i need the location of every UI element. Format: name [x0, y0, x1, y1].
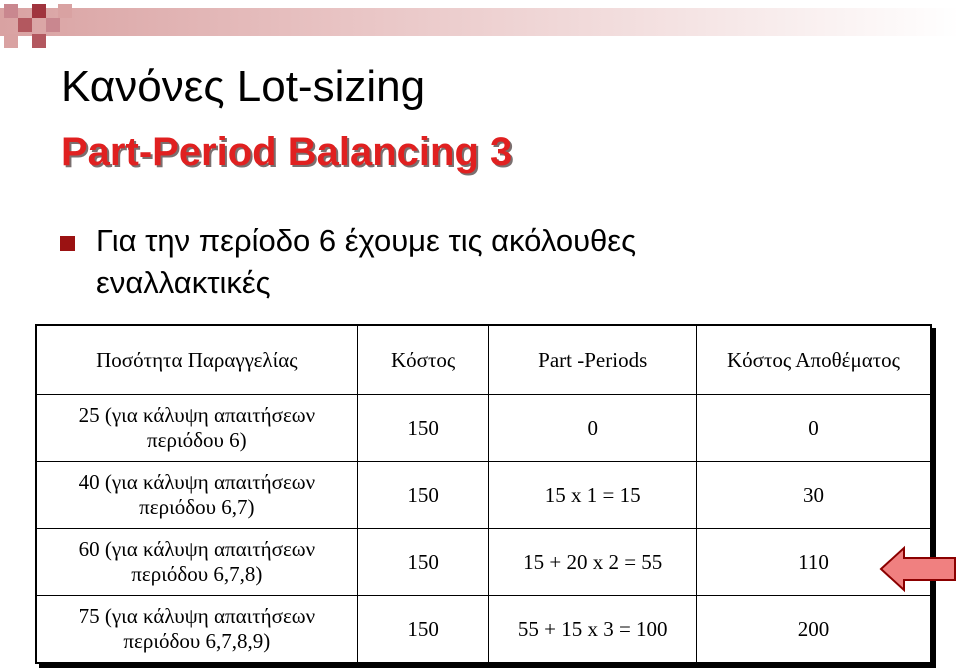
decor-square [46, 18, 60, 32]
cell-part-periods: 15 + 20 x 2 = 55 [489, 529, 696, 596]
cell-part-periods: 0 [489, 395, 696, 462]
table-row [36, 462, 931, 529]
decor-square [32, 4, 46, 18]
page-subtitle: Part-Period Balancing 3 [61, 130, 513, 174]
cell-cost: 150 [357, 462, 489, 529]
cell-holding-cost: 110 [696, 529, 931, 596]
cell-quantity: 60 (για κάλυψη απαιτήσεων περιόδου 6,7,8) [36, 529, 357, 596]
cell-holding-cost: 200 [696, 596, 931, 664]
cell-cost: 150 [357, 529, 489, 596]
cell-part-periods: 55 + 15 x 3 = 100 [489, 596, 696, 664]
decor-square [32, 34, 46, 48]
header-decor-band [0, 8, 960, 36]
header-holding-cost: Κόστος Αποθέματος [696, 325, 931, 395]
cell-quantity: 40 (για κάλυψη απαιτήσεων περιόδου 6,7) [36, 462, 357, 529]
decor-square [4, 4, 18, 18]
header-part-periods: Part -Periods [489, 325, 696, 395]
cell-cost: 150 [357, 395, 489, 462]
header-cost: Κόστος [357, 325, 489, 395]
header-quantity: Ποσότητα Παραγγελίας [36, 325, 357, 395]
cell-holding-cost: 30 [696, 462, 931, 529]
lot-sizing-table [35, 324, 932, 664]
decor-square [4, 34, 18, 48]
decor-square [18, 18, 32, 32]
bullet-square-icon [60, 236, 75, 251]
cell-quantity: 25 (για κάλυψη απαιτήσεων περιόδου 6) [36, 395, 357, 462]
cell-quantity: 75 (για κάλυψη απαιτήσεων περιόδου 6,7,8,9) [36, 596, 357, 664]
left-arrow-icon [878, 545, 958, 593]
table-row [36, 395, 931, 462]
cell-holding-cost: 0 [696, 395, 931, 462]
cell-cost: 150 [357, 596, 489, 664]
table-row [36, 529, 931, 596]
table-header-row [36, 325, 931, 395]
cell-part-periods: 15 x 1 = 15 [489, 462, 696, 529]
bullet-text: Για την περίοδο 6 έχουμε τις ακόλουθες εναλλακτικές [96, 223, 637, 300]
table-row [36, 596, 931, 664]
page-title: Κανόνες Lot-sizing [61, 62, 426, 111]
decor-square [58, 4, 72, 18]
